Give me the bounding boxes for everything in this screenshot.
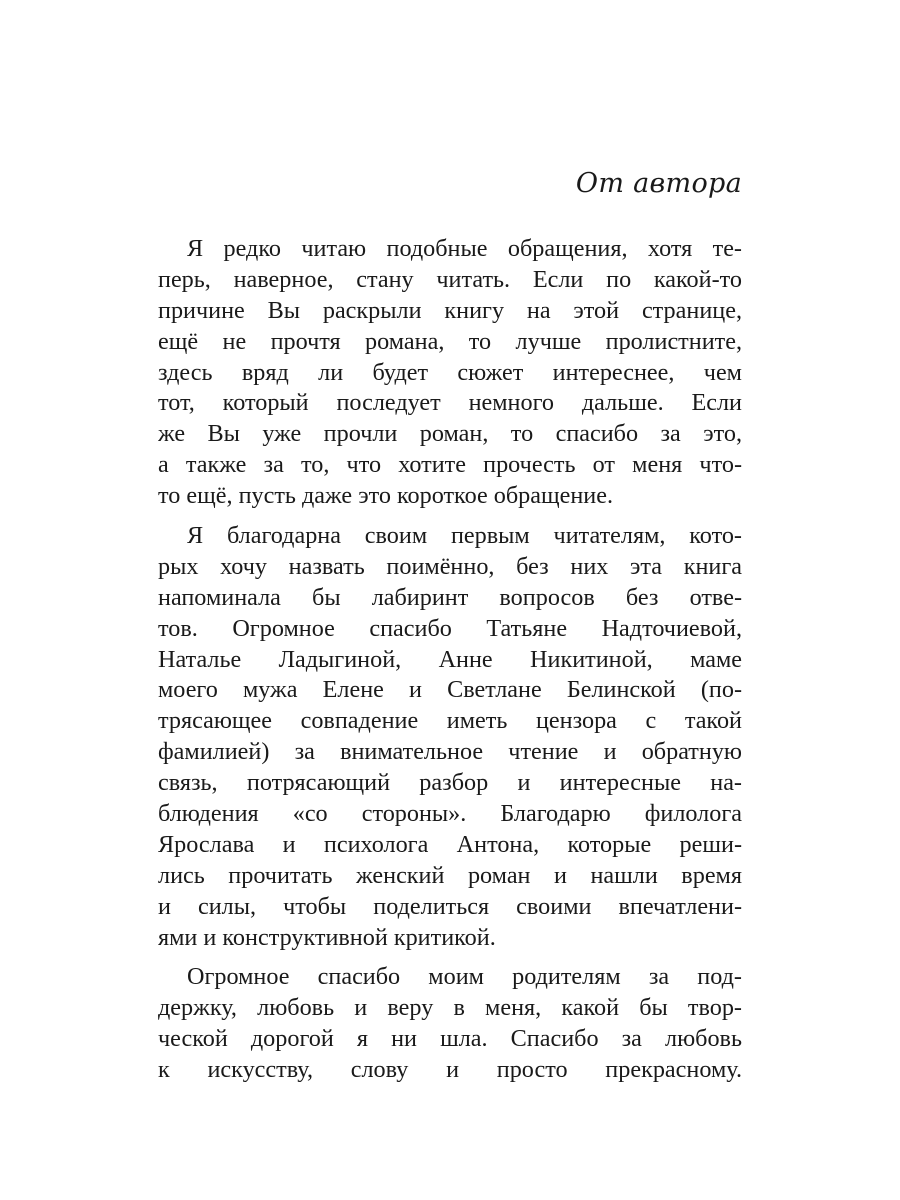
text-line: причине Вы раскрыли книгу на этой странице,	[158, 296, 742, 324]
text-line: трясающее совпадение иметь цензора с такой	[158, 707, 742, 735]
text-line: держку, любовь и веру в меня, какой бы твор-	[158, 994, 742, 1022]
text-line: фамилией) за внимательное чтение и обратную	[158, 738, 742, 766]
text-line: тов. Огромное спасибо Татьяне Надточиевой,	[158, 614, 742, 642]
text-line: а также за то, что хотите прочесть от меня что-	[158, 451, 742, 479]
text-line: Огромное спасибо моим родителям за под-	[187, 963, 742, 991]
text-line: и силы, чтобы поделиться своими впечатлени-	[158, 892, 742, 920]
text-line: лись прочитать женский роман и нашли время	[158, 861, 742, 889]
paragraph-3	[158, 962, 742, 1086]
text-line: Я редко читаю подобные обращения, хотя те-	[187, 235, 742, 262]
text-line: связь, потрясающий разбор и интересные на-	[158, 769, 742, 797]
body-text	[158, 234, 742, 1095]
paragraph-2	[158, 521, 742, 953]
text-line: здесь вряд ли будет сюжет интереснее, чем	[158, 358, 742, 386]
text-line: же Вы уже прочли роман, то спасибо за это,	[158, 420, 742, 448]
paragraph-1	[158, 234, 742, 512]
text-line: Наталье Ладыгиной, Анне Никитиной, маме	[158, 645, 742, 673]
text-line: Я благодарна своим первым читателям, кото-	[187, 522, 742, 550]
text-line: тот, который последует немного дальше. Если	[158, 389, 742, 417]
text-line: перь, наверное, стану читать. Если по какой-то	[158, 265, 742, 293]
text-line: напоминала бы лабиринт вопросов без отве-	[158, 583, 742, 611]
chapter-heading: От автора	[575, 168, 742, 199]
text-line: Ярослава и психолога Антона, которые реши-	[158, 830, 742, 858]
text-line: ями и конструктивной критикой.	[158, 923, 496, 951]
text-line: ещё не прочтя романа, то лучше пролистните,	[158, 327, 742, 355]
text-line: к искусству, слову и просто прекрасному.	[158, 1056, 742, 1084]
text-line: ческой дорогой я ни шла. Спасибо за любовь	[158, 1025, 742, 1053]
text-line: то ещё, пусть даже это короткое обращение.	[158, 482, 614, 510]
text-line: рых хочу назвать поимённо, без них эта книга	[158, 552, 742, 580]
text-line: моего мужа Елене и Светлане Белинской (по-	[158, 676, 742, 704]
text-line: блюдения «со стороны». Благодарю филолога	[158, 800, 742, 828]
